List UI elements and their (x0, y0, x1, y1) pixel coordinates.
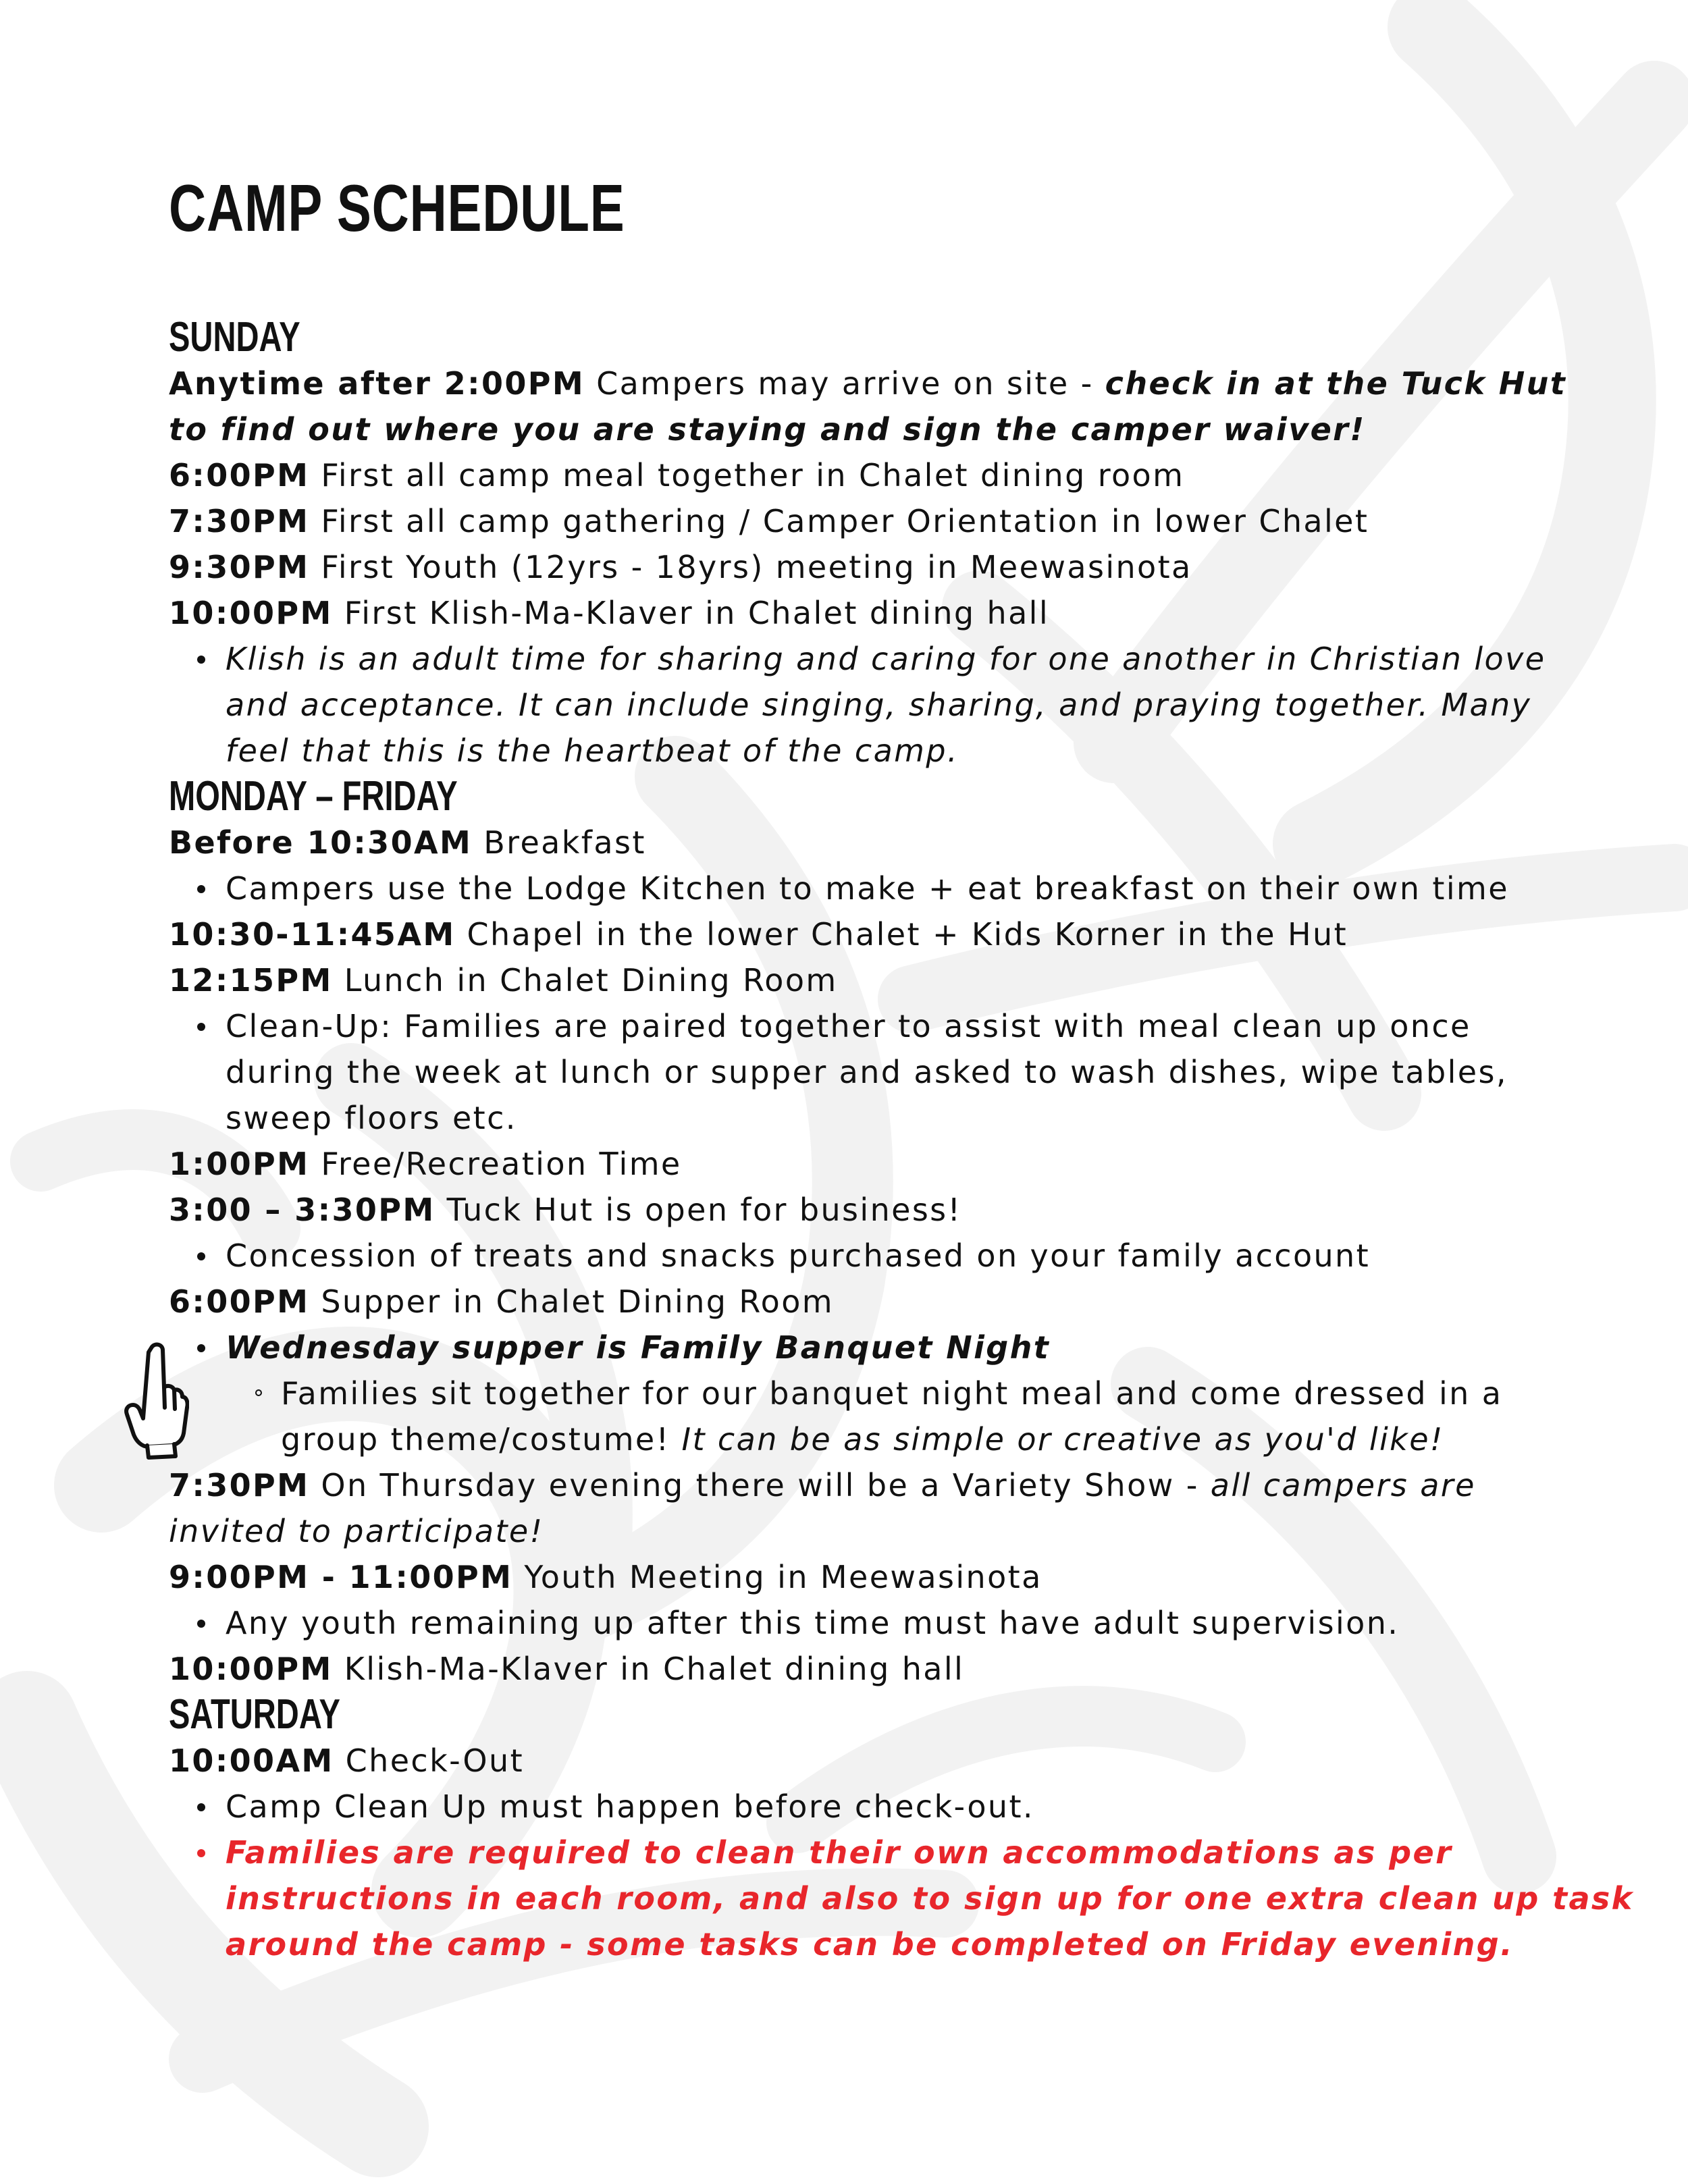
bullet-list (169, 1325, 1533, 1370)
schedule-entry (169, 1141, 1533, 1187)
schedule-entry (169, 957, 1533, 1003)
entry-text: Lunch in Chalet Dining Room (332, 962, 838, 998)
section-heading-monday-friday: MONDAY – FRIDAY (169, 773, 458, 820)
entry-time: Anytime after 2:00PM (169, 365, 585, 402)
entry-text: First all camp meal together in Chalet dining room (309, 457, 1185, 494)
note-line: Families are required to clean their own accommodations as per (226, 1834, 1453, 1871)
schedule-entry (169, 820, 1533, 865)
schedule-entry (169, 590, 1533, 636)
entry-emphasis: check in at the Tuck Hut (1105, 365, 1567, 402)
schedule-entry (169, 1554, 1533, 1600)
section-heading-sunday: SUNDAY (169, 314, 300, 361)
entry-time: 10:00PM (169, 1651, 333, 1687)
schedule-content (169, 167, 1634, 1967)
banquet-note: Wednesday supper is Family Banquet Night (226, 1329, 1051, 1366)
entry-time: 7:30PM (169, 503, 310, 539)
note-line: sweep floors etc. (226, 1100, 517, 1136)
note-emphasis: It can be as simple or creative as you'd like! (681, 1421, 1444, 1458)
schedule-entry (169, 1279, 1533, 1325)
note-line: Klish is an adult time for sharing and caring for one another in Christian love (226, 641, 1546, 677)
schedule-entry-arrival-continued (169, 406, 1533, 452)
entry-time: 10:30-11:45AM (169, 916, 456, 953)
entry-text: Free/Recreation Time (309, 1146, 682, 1182)
entry-text: Breakfast (472, 824, 646, 861)
note-line: Families sit together for our banquet night meal and come dressed in a (281, 1375, 1503, 1412)
page-title: CAMP SCHEDULE (169, 171, 625, 245)
entry-emphasis: all campers are (1210, 1467, 1476, 1503)
entry-text: On Thursday evening there will be a Variety Show - (309, 1467, 1211, 1503)
entry-time: 6:00PM (169, 457, 310, 494)
entry-text: Chapel in the lower Chalet + Kids Korner in the Hut (455, 916, 1348, 953)
bullet-item-banquet (169, 1325, 1533, 1370)
schedule-entry (169, 498, 1533, 544)
schedule-entry (169, 544, 1533, 590)
entry-time: 7:30PM (169, 1467, 310, 1503)
note-line: group theme/costume! (281, 1421, 682, 1458)
schedule-entry (169, 1646, 1533, 1692)
bullet-item-cleanup (169, 1003, 1533, 1141)
entry-text: Klish-Ma-Klaver in Chalet dining hall (332, 1651, 965, 1687)
schedule-entry-variety-continued (169, 1508, 1533, 1554)
schedule-entry-arrival (169, 361, 1567, 406)
entry-time: 9:00PM - 11:00PM (169, 1559, 513, 1595)
bullet-list (169, 1003, 1533, 1141)
bullet-list (169, 636, 1546, 774)
entry-text: Tuck Hut is open for business! (435, 1192, 962, 1228)
section-heading-saturday: SATURDAY (169, 1691, 340, 1738)
entry-time: 10:00AM (169, 1742, 334, 1779)
note-line: instructions in each room, and also to sign up for one extra clean up task (226, 1880, 1634, 1917)
sub-bullet-item (169, 1370, 1533, 1462)
entry-time: 6:00PM (169, 1283, 310, 1320)
bullet-list (169, 865, 1533, 911)
schedule-entry (169, 452, 1533, 498)
entry-text: Youth Meeting in Meewasinota (512, 1559, 1043, 1595)
entry-time: 10:00PM (169, 595, 333, 631)
entry-time: 1:00PM (169, 1146, 310, 1182)
bullet-item: Concession of treats and snacks purchased on your family account (169, 1233, 1533, 1279)
entry-emphasis: to find out where you are staying and sign the camper waiver! (169, 411, 1366, 448)
entry-text: Check-Out (334, 1742, 525, 1779)
note-line: during the week at lunch or supper and asked to wash dishes, wipe tables, (226, 1054, 1508, 1090)
bullet-item: Any youth remaining up after this time must have adult supervision. (169, 1600, 1533, 1646)
note-line: around the camp - some tasks can be completed on Friday evening. (226, 1926, 1514, 1963)
bullet-item: Campers use the Lodge Kitchen to make + eat breakfast on their own time (169, 865, 1533, 911)
pointing-hand-icon (122, 1340, 189, 1462)
entry-time: 9:30PM (169, 549, 310, 585)
schedule-entry (169, 1187, 1533, 1233)
entry-emphasis: invited to participate! (169, 1513, 544, 1549)
entry-text: Supper in Chalet Dining Room (309, 1283, 834, 1320)
note-line: and acceptance. It can include singing, sharing, and praying together. Many (226, 687, 1532, 723)
entry-time: 3:00 – 3:30PM (169, 1192, 436, 1228)
entry-text: First all camp gathering / Camper Orientation in lower Chalet (309, 503, 1369, 539)
entry-text: Campers may arrive on site - (585, 365, 1105, 402)
entry-time: Before 10:30AM (169, 824, 473, 861)
note-line: feel that this is the heartbeat of the camp. (226, 733, 959, 769)
bullet-item-required-cleanup (169, 1830, 1634, 1967)
schedule-entry-variety (169, 1462, 1533, 1508)
sub-bullet-list (169, 1370, 1533, 1462)
bullet-item: Camp Clean Up must happen before check-out. (169, 1784, 1533, 1830)
bullet-list (169, 1784, 1634, 1967)
note-line: Clean-Up: Families are paired together to assist with meal clean up once (226, 1008, 1471, 1044)
schedule-entry (169, 911, 1533, 957)
entry-time: 12:15PM (169, 962, 333, 998)
entry-text: First Youth (12yrs - 18yrs) meeting in Meewasinota (309, 549, 1192, 585)
bullet-list (169, 1233, 1533, 1279)
bullet-item-klish-note (169, 636, 1546, 774)
schedule-entry (169, 1738, 1533, 1784)
bullet-list (169, 1600, 1533, 1646)
entry-text: First Klish-Ma-Klaver in Chalet dining hall (332, 595, 1050, 631)
